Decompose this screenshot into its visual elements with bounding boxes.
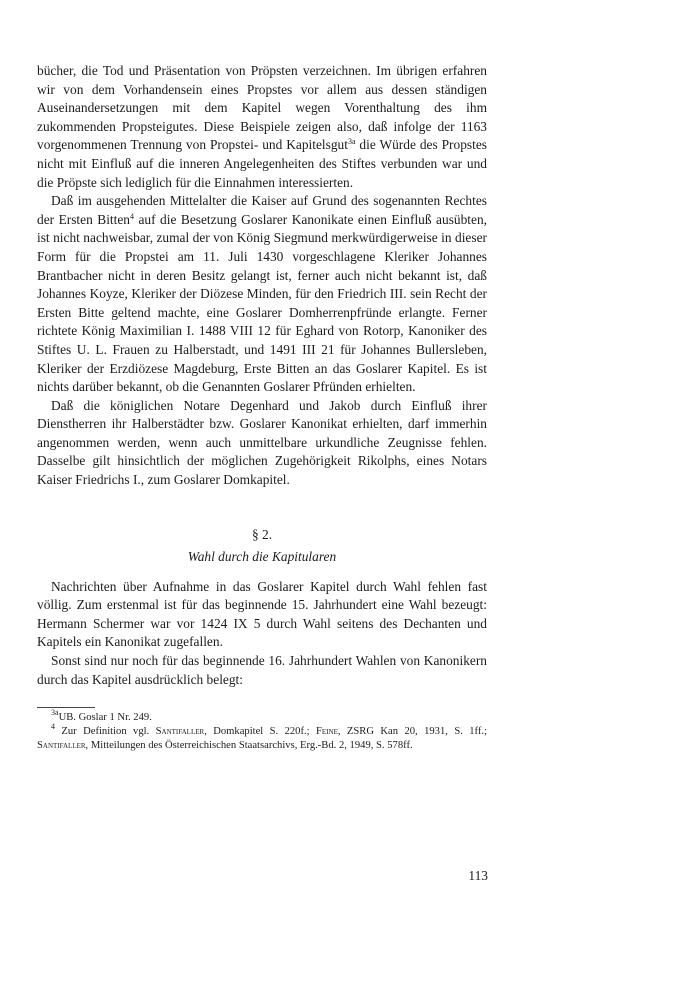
footnote-3a-text: UB. Goslar 1 Nr. 249.: [58, 712, 152, 724]
footnote-4-text-b: , Domkapitel S. 220f.;: [204, 726, 317, 738]
footnote-4-text-c: , ZSRG Kan 20, 1931, S. 1ff.;: [337, 726, 488, 738]
body-text: [37, 62, 487, 689]
footnote-mark-4: 4: [51, 722, 55, 732]
paragraph-2-text-a: Daß im ausgehenden Mittelalter die Kaiser auf Grund des sogenannten Rechtes der Ersten Bitten: [37, 193, 487, 227]
paragraph-1-text-b: die Würde des Propstes nicht mit Einfluß auf die inneren Angelegenheiten des Stiftes verbunden war und die Pröpste sich lediglich für die Einnahmen interessierten.: [37, 137, 487, 190]
page-number: 113: [468, 868, 488, 883]
footnote-4: [37, 722, 488, 753]
footnote-divider: [37, 707, 95, 708]
paragraph-1-text-a: bücher, die Tod und Präsentation von Pröpsten verzeichnen. Im übrigen erfahren wir von dem Vorhandensein eines Propstes vor allem aus dessen ständigen Auseinandersetzungen mit dem Kapitel wegen Vorenthaltung des ihm zukommenden Propsteigutes. Diese Beispiele zeigen also, daß infolge der 1163 vorgenommenen Trennung von Propstei- und Kapitelsgut: [37, 63, 487, 153]
page-content: [37, 62, 487, 753]
section-number: § 2.: [251, 526, 273, 542]
footnote-ref-3a: 3a: [347, 137, 356, 147]
paragraph-1: [37, 62, 487, 192]
footnote-mark-3a: 3a: [51, 708, 59, 718]
paragraph-5: Sonst sind nur noch für das beginnende 16. Jahrhundert Wahlen von Kanonikern durch das Kapitel ausdrücklich belegt:: [37, 653, 487, 687]
footnote-4-author-3: Santifaller: [37, 739, 86, 751]
footnote-4-author-1: Santifaller: [155, 726, 205, 738]
footnote-ref-4: 4: [130, 211, 134, 221]
footnotes: [37, 708, 488, 752]
paragraph-3: Daß die königlichen Notare Degenhard und Jakob durch Einfluß ihrer Dienstherren ihr Halberstädter bzw. Goslarer Kanonikat erhielten, darf immerhin angenommen werden, wenn auch unmittelbare urkundliche Zeugnisse fehlen. Dasselbe gilt hinsichtlich der möglichen Zugehörigkeit Rikolphs, eines Notars Kaiser Friedrichs I., zum Goslarer Domkapitel.: [37, 397, 487, 488]
section-title: Wahl durch die Kapitularen: [187, 548, 337, 564]
paragraph-2-text-b: auf die Besetzung Goslarer Kanonikate einen Einfluß ausübten, ist nicht nachweisbar, zumal der von König Siegmund merkwürdigerweise in dieser Form für die Propstei am 11. Juli 1430 vorgeschlagene Kleriker Johannes Brantbacher nicht in deren Besitz gelangt ist, ferner auch nicht bekannt ist, daß Johannes Koyze, Kleriker der Diözese Minden, für den Friedrich III. sein Recht der Ersten Bitte geltend machte, eine Goslarer Domherrenpfründe erlangte. Ferner richtete König Maximilian I. 1488 VIII 12 für Eghard von Rotorp, Kanoniker des Stiftes U. L. Frauen zu Halberstadt, und 1491 III 21 für Johannes Bullersleben, Kleriker der Erzdiözese Magdeburg, Erste Bitten an das Goslarer Kapitel. Es ist nichts darüber bekannt, ob die Genannten Goslarer Pfründen erhielten.: [37, 211, 488, 395]
paragraph-4: Nachrichten über Aufnahme in das Goslarer Kapitel durch Wahl fehlen fast völlig. Zum erstenmal ist für das beginnende 15. Jahrhundert eine Wahl bezeugt: Hermann Schermer war vor 1424 IX 5 durch Wahl seitens des Dechanten und Kapitels ein Kanonikat zugefallen.: [37, 578, 487, 650]
footnote-4-text-d: , Mitteilungen des Österreichischen Staatsarchivs, Erg.-Bd. 2, 1949, S. 578ff.: [85, 739, 413, 751]
paragraph-2: [37, 192, 487, 397]
footnote-3a: [37, 708, 487, 725]
footnote-4-author-2: Feine: [316, 726, 338, 738]
footnote-4-text-a: Zur Definition vgl.: [55, 726, 156, 738]
